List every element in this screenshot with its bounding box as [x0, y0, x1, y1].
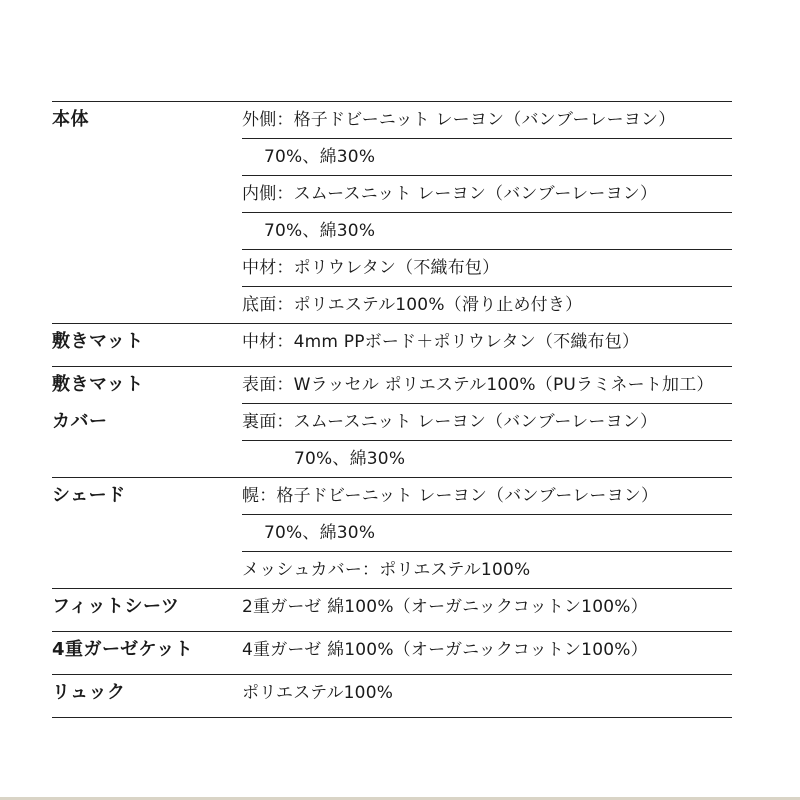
row-values	[242, 324, 732, 366]
row-main-body	[52, 101, 732, 323]
row-label-line: シェード	[52, 485, 126, 506]
value-cover-surface: 表面：Wラッセル ポリエステル100%（PUラミネート加工）	[242, 375, 714, 395]
row-values	[242, 367, 732, 477]
value-backpack: ポリエステル100%	[242, 683, 394, 703]
row-label	[52, 367, 242, 477]
row-label-line: フィットシーツ	[52, 596, 180, 617]
value-hood: 幌：格子ドビーニット レーヨン（バンブーレーヨン）	[242, 486, 659, 506]
row-mat	[52, 323, 732, 366]
row-label-line: 本体	[52, 109, 89, 130]
value-outer-cont: 70%、綿30%	[242, 138, 732, 175]
row-label-line: リュック	[52, 682, 126, 703]
row-label	[52, 589, 242, 631]
value-inner-cont: 70%、綿30%	[242, 212, 732, 249]
row-mat-cover	[52, 366, 732, 477]
row-label	[52, 632, 242, 674]
value-mat-filling: 中材：4mm PPボード＋ポリウレタン（不織布包）	[242, 332, 640, 352]
row-label	[52, 478, 242, 588]
value-fitted-sheet: 2重ガーゼ 綿100%（オーガニックコットン100%）	[242, 597, 648, 617]
value-outer: 外側：格子ドビーニット レーヨン（バンブーレーヨン）	[242, 110, 676, 130]
row-label-line: カバー	[52, 411, 108, 432]
value-inner: 内側：スムースニット レーヨン（バンブーレーヨン）	[242, 175, 732, 212]
value-cover-back-cont: 70%、綿30%	[242, 440, 732, 477]
row-label-line: 敷きマット	[52, 374, 144, 395]
row-values	[242, 478, 732, 588]
value-hood-cont: 70%、綿30%	[242, 514, 732, 551]
row-gauze-blanket	[52, 631, 732, 674]
row-values	[242, 675, 732, 717]
row-label	[52, 675, 242, 717]
row-label	[52, 102, 242, 323]
row-label	[52, 324, 242, 366]
row-values	[242, 589, 732, 631]
row-label-line: 4重ガーゼケット	[52, 639, 194, 660]
row-shade	[52, 477, 732, 588]
value-cover-back: 裏面：スムースニット レーヨン（バンブーレーヨン）	[242, 403, 732, 440]
value-gauze-blanket: 4重ガーゼ 綿100%（オーガニックコットン100%）	[242, 640, 648, 660]
row-backpack	[52, 674, 732, 718]
material-spec-table	[52, 101, 732, 718]
row-fitted-sheet	[52, 588, 732, 631]
row-values	[242, 632, 732, 674]
value-bottom: 底面：ポリエステル100%（滑り止め付き）	[242, 286, 732, 323]
row-label-line: 敷きマット	[52, 331, 144, 352]
value-mesh-cover: メッシュカバー：ポリエステル100%	[242, 551, 732, 588]
value-filling: 中材：ポリウレタン（不織布包）	[242, 249, 732, 286]
row-values	[242, 102, 732, 323]
